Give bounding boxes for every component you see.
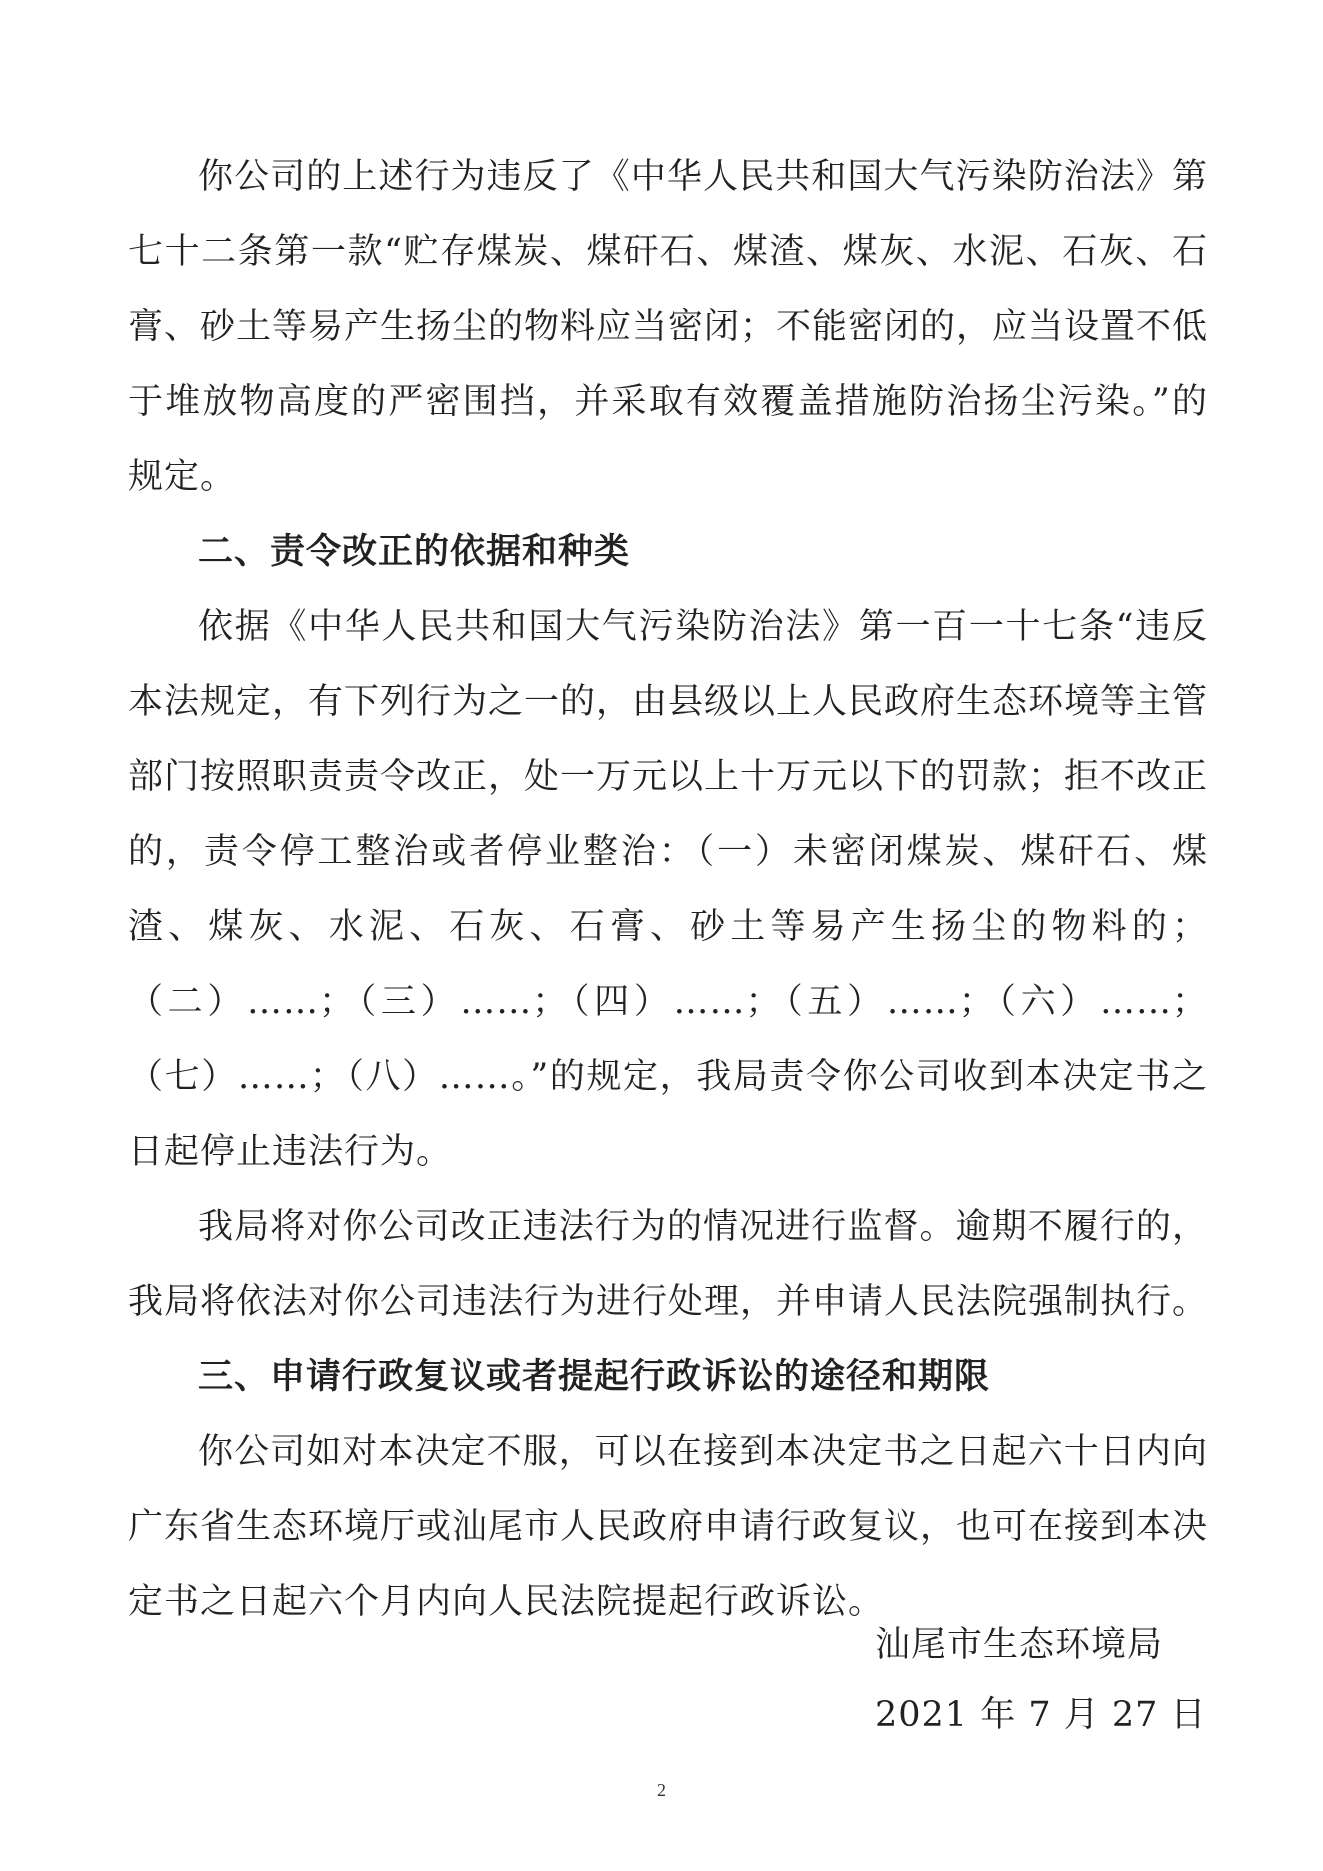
document-body <box>128 140 1208 1640</box>
page-number: 2 <box>657 1780 666 1800</box>
section-heading-correction: 二、责令改正的依据和种类 <box>198 532 631 572</box>
paragraph-appeal: 你公司如对本决定不服，可以在接到本决定书之日起六十日内向广东省生态环境厅或汕尾市人民政府申请行政复议，也可在接到本决定书之日起六个月内向人民法院提起行政诉讼。 <box>128 1432 1209 1622</box>
section-heading-appeal: 三、申请行政复议或者提起行政诉讼的途径和期限 <box>198 1357 991 1397</box>
paragraph-correction-basis: 依据《中华人民共和国大气污染防治法》第一百一十七条“违反本法规定，有下列行为之一的，由县级以上人民政府生态环境等主管部门按照职责责令改正，处一万元以上十万元以下的罚款；拒不改正的，责令停工整治或者停业整治：（一）未密闭煤炭、煤矸石、煤渣、煤灰、水泥、石灰、石膏、砂土等易产生扬尘的物料的；（二）……；（三）……；（四）……；（五）……；（六）……；（七）……；（八）……。”的规定，我局责令你公司收到本决定书之日起停止违法行为。 <box>128 607 1209 1172</box>
paragraph-supervision: 我局将对你公司改正违法行为的情况进行监督。逾期不履行的，我局将依法对你公司违法行为进行处理，并申请人民法院强制执行。 <box>128 1207 1209 1322</box>
issue-date: 2021 年 7 月 27 日 <box>875 1695 1207 1735</box>
signature-block <box>875 1610 1205 1750</box>
issuing-agency: 汕尾市生态环境局 <box>875 1625 1164 1665</box>
paragraph-violation: 你公司的上述行为违反了《中华人民共和国大气污染防治法》第七十二条第一款“贮存煤炭、煤矸石、煤渣、煤灰、水泥、石灰、石膏、砂土等易产生扬尘的物料应当密闭；不能密闭的，应当设置不低于堆放物高度的严密围挡，并采取有效覆盖措施防治扬尘污染。”的规定。 <box>128 157 1209 497</box>
